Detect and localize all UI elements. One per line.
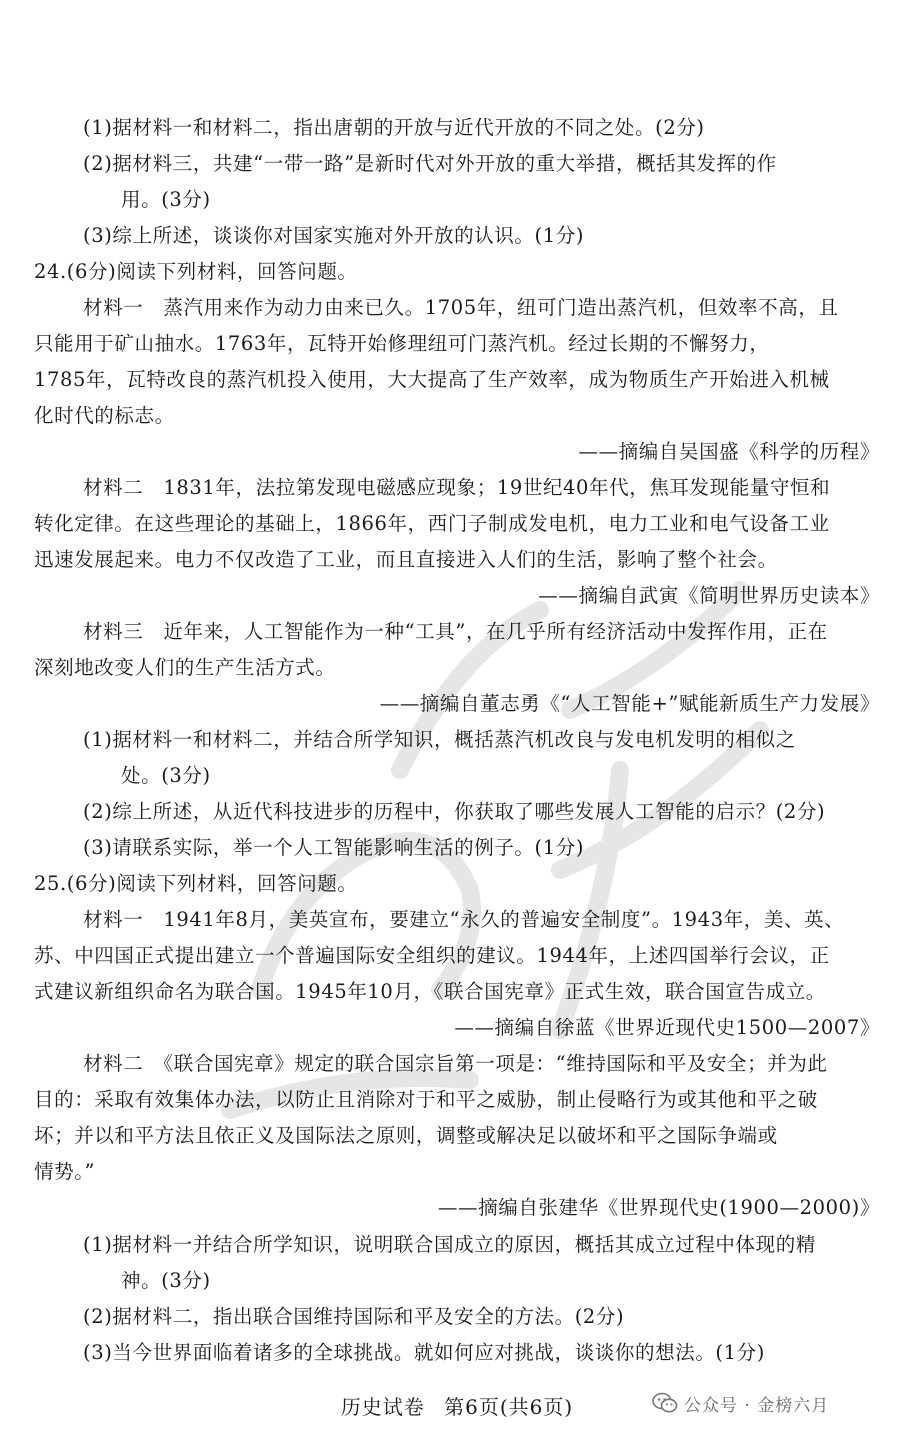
source-citation: ——摘编自吴国盛《科学的历程》	[578, 440, 880, 463]
text-line: 24.(6分)阅读下列材料，回答问题。	[34, 260, 358, 283]
text-line: 材料二 1831年，法拉第发现电磁感应现象；19世纪40年代，焦耳发现能量守恒和	[83, 476, 831, 499]
text-line: (1)据材料一和材料二，指出唐朝的开放与近代开放的不同之处。(2分)	[83, 116, 705, 139]
text-line: 1785年，瓦特改良的蒸汽机投入使用，大大提高了生产效率，成为物质生产开始进入机械	[34, 368, 830, 391]
text-line: 处。(3分)	[121, 764, 211, 787]
text-line: (2)综上所述，从近代科技进步的历程中，你获取了哪些发展人工智能的启示？(2分)	[83, 800, 826, 823]
text-line: 25.(6分)阅读下列材料，回答问题。	[34, 872, 358, 895]
text-line: 转化定律。在这些理论的基础上，1866年，西门子制成发电机，电力工业和电气设备工业	[34, 512, 830, 535]
text-line: (1)据材料一和材料二，并结合所学知识，概括蒸汽机改良与发电机发明的相似之	[83, 728, 796, 751]
text-line: (3)综上所述，谈谈你对国家实施对外开放的认识。(1分)	[83, 224, 585, 247]
source-citation: ——摘编自徐蓝《世界近现代史1500—2007》	[454, 1016, 880, 1039]
text-line: 用。(3分)	[121, 188, 211, 211]
text-line: 只能用于矿山抽水。1763年，瓦特开始修理纽可门蒸汽机。经过长期的不懈努力，	[34, 332, 770, 355]
text-line: 苏、中四国正式提出建立一个普遍国际安全组织的建议。1944年，上述四国举行会议，正	[34, 944, 830, 967]
text-line: 材料一 蒸汽用来作为动力由来已久。1705年，纽可门造出蒸汽机，但效率不高，且	[83, 296, 839, 319]
source-citation: ——摘编自董志勇《“人工智能+”赋能新质生产力发展》	[379, 692, 880, 715]
footer-subject: 历史试卷	[340, 1395, 425, 1419]
wechat-icon	[652, 1392, 678, 1414]
text-line: 迅速发展起来。电力不仅改造了工业，而且直接进入人们的生活，影响了整个社会。	[34, 548, 778, 571]
faint-brush-watermark	[140, 470, 860, 1190]
text-line: (2)据材料三，共建“一带一路”是新时代对外开放的重大举措，概括其发挥的作	[83, 152, 777, 175]
text-line: 材料二 《联合国宪章》规定的联合国宗旨第一项是：“维持国际和平及安全；并为此	[83, 1052, 828, 1075]
footer-page-number: 第6页(共6页)	[444, 1395, 574, 1419]
text-line: 式建议新组织命名为联合国。1945年10月，《联合国宪章》正式生效，联合国宣告成立。	[34, 980, 826, 1003]
source-citation: ——摘编自武寅《简明世界历史读本》	[538, 584, 880, 607]
text-line: 坏；并以和平方法且依正义及国际法之原则，调整或解决足以破坏和平之国际争端或	[34, 1124, 778, 1147]
wechat-brand-watermark	[646, 1388, 835, 1418]
text-line: (3)请联系实际，举一个人工智能影响生活的例子。(1分)	[83, 836, 585, 859]
text-line: 神。(3分)	[121, 1269, 211, 1292]
text-line: 深刻地改变人们的生产生活方式。	[34, 656, 336, 679]
text-line: (3)当今世界面临着诸多的全球挑战。就如何应对挑战，谈谈你的想法。(1分)	[83, 1341, 765, 1364]
text-line: 材料一 1941年8月，美英宣布，要建立“永久的普遍安全制度”。1943年，美、英、	[83, 908, 845, 931]
text-line: 材料三 近年来，人工智能作为一种“工具”，在几乎所有经济活动中发挥作用，正在	[83, 620, 828, 643]
text-line: 情势。”	[34, 1160, 96, 1183]
source-citation: ——摘编自张建华《世界现代史(1900—2000)》	[437, 1196, 880, 1219]
brand-text: 公众号 · 金榜六月	[684, 1395, 830, 1416]
text-line: 化时代的标志。	[34, 404, 175, 427]
text-line: (1)据材料一并结合所学知识，说明联合国成立的原因，概括其成立过程中体现的精	[83, 1233, 816, 1256]
text-line: (2)据材料二，指出联合国维持国际和平及安全的方法。(2分)	[83, 1305, 625, 1328]
text-line: 目的：采取有效集体办法，以防止且消除对于和平之威胁，制止侵略行为或其他和平之破	[34, 1088, 818, 1111]
